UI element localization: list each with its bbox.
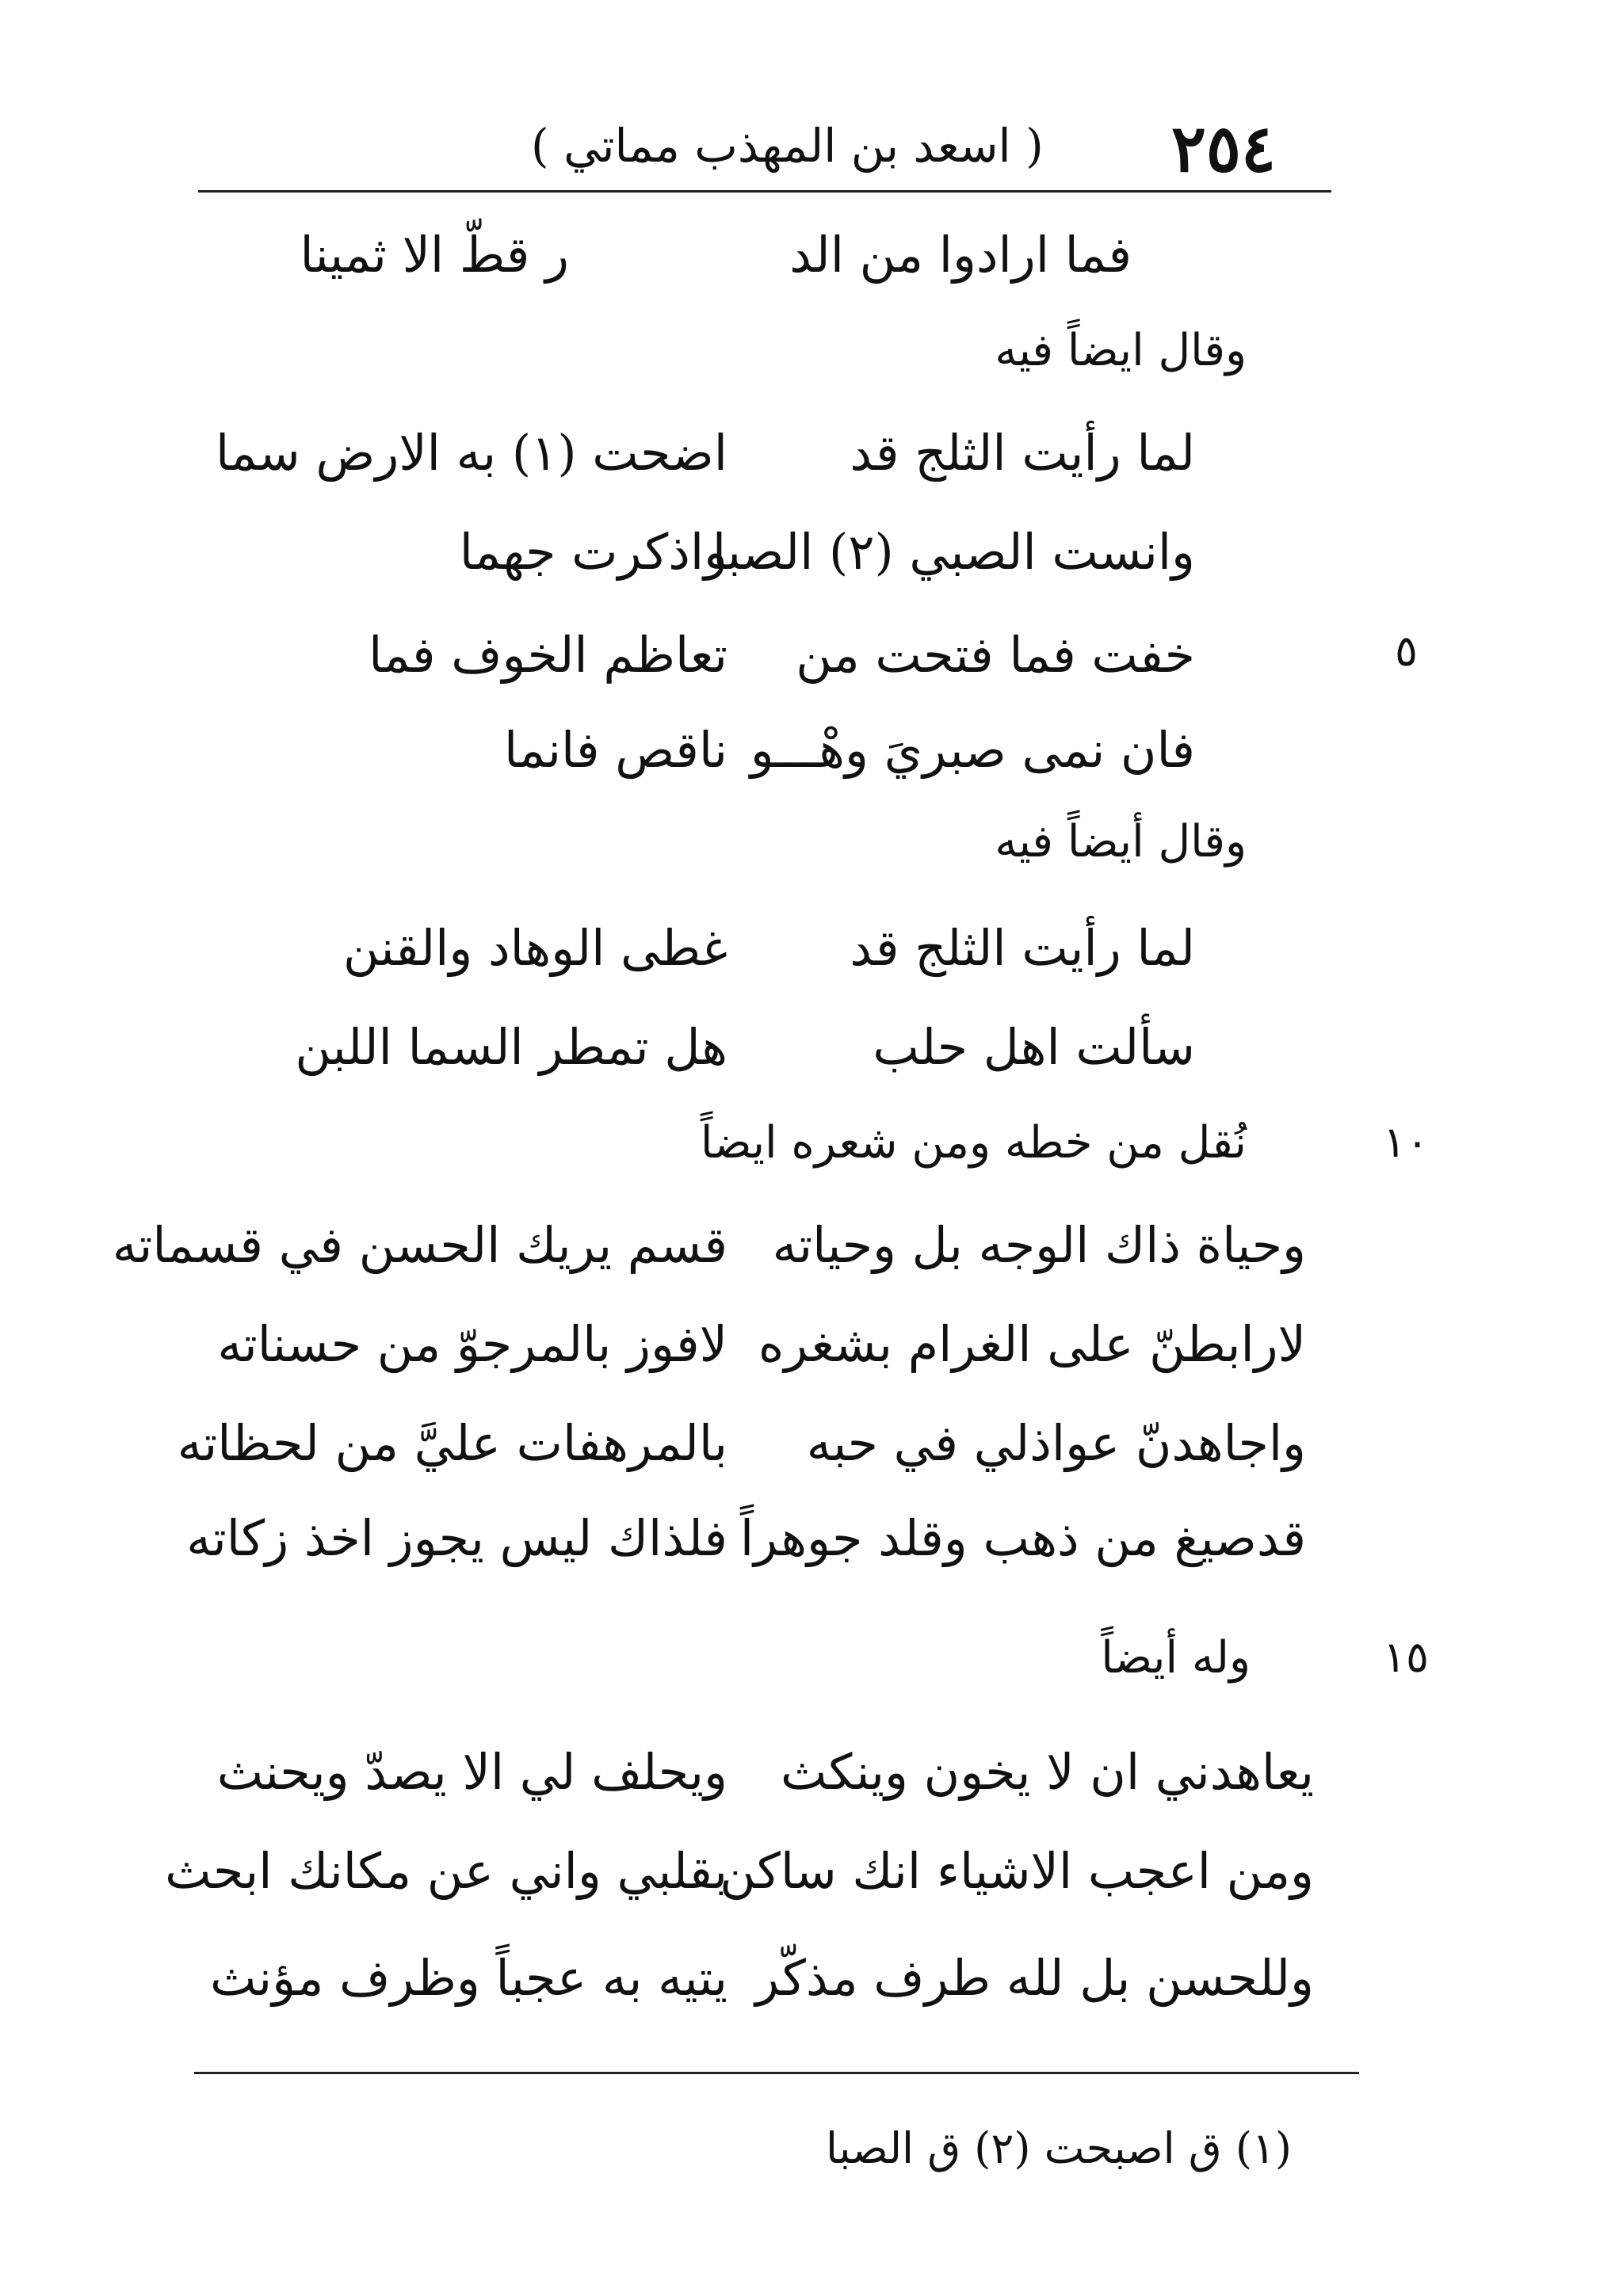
verse-16-second-hemistich: ويحلف لي الا يصدّ ويحنث	[216, 1743, 727, 1801]
line-marker-15: ١٥	[1383, 1632, 1430, 1682]
verse-16-first-hemistich: يعاهدني ان لا يخون وينكث	[780, 1743, 1314, 1801]
section-heading: نُقل من خطه ومن شعره ايضاً	[700, 1117, 1247, 1169]
verse-12-second-hemistich: لافوز بالمرجوّ من حسناته	[217, 1315, 727, 1373]
line-marker-10: ١٠	[1383, 1117, 1430, 1167]
verse-3-second-hemistich: اضحت (١) به الارض سما	[216, 424, 727, 482]
verse-4-first-hemistich: وانست الصبي (٢) الصبا	[712, 523, 1195, 581]
line-marker-5: ٥	[1395, 626, 1419, 676]
verse-3-first-hemistich: لما رأيت الثلج قد	[850, 424, 1195, 482]
verse-9-first-hemistich: سألت اهل حلب	[873, 1018, 1195, 1076]
header-rule	[198, 190, 1331, 193]
running-head: ( اسعد بن المهذب مماتي )	[531, 119, 1044, 173]
verse-18-second-hemistich: يتيه به عجباً وظرف مؤنث	[210, 1949, 727, 2007]
verse-5-second-hemistich: تعاظم الخوف فما	[369, 626, 727, 684]
footnotes: (١) ق اصبحت (٢) ق الصبا	[826, 2123, 1292, 2173]
verse-14-second-hemistich: فلذاك ليس يجوز اخذ زكاته	[186, 1509, 727, 1567]
verse-8-first-hemistich: لما رأيت الثلج قد	[850, 919, 1195, 977]
verse-9-second-hemistich: هل تمطر السما اللبن	[295, 1018, 727, 1076]
verse-14-first-hemistich: قدصيغ من ذهب وقلد جوهراً	[739, 1509, 1306, 1567]
verse-18-first-hemistich: وللحسن بل لله طرف مذكّر	[755, 1949, 1314, 2007]
verse-11-first-hemistich: وحياة ذاك الوجه بل وحياته	[772, 1216, 1306, 1274]
verse-4-second-hemistich: واذكرت جهما	[459, 523, 727, 581]
verse-6-second-hemistich: ناقص فانما	[504, 721, 727, 779]
section-heading: وقال ايضاً فيه	[995, 325, 1247, 376]
verse-13-second-hemistich: بالمرهفات عليَّ من لحظاته	[177, 1414, 727, 1472]
footnote-rule	[194, 2072, 1359, 2074]
verse-13-first-hemistich: واجاهدنّ عواذلي في حبه	[806, 1414, 1306, 1472]
verse-8-second-hemistich: غطى الوهاد والقنن	[342, 919, 727, 977]
section-heading: وله أيضاً	[1101, 1632, 1251, 1684]
verse-17-first-hemistich: ومن اعجب الاشياء انك ساكن	[720, 1842, 1314, 1900]
page-number: ٢٥٤	[1170, 111, 1276, 187]
page-header	[198, 111, 1323, 198]
verse-12-first-hemistich: لارابطنّ على الغرام بشغره	[758, 1315, 1306, 1373]
verse-1-first-hemistich: فما ارادوا من الد	[789, 226, 1132, 284]
verse-17-second-hemistich: بقلبي واني عن مكانك ابحث	[165, 1842, 727, 1900]
verse-1-second-hemistich: ر قطّ الا ثمينا	[300, 226, 569, 284]
verse-11-second-hemistich: قسم يريك الحسن في قسماته	[112, 1216, 727, 1274]
verse-5-first-hemistich: خفت فما فتحت من	[796, 626, 1195, 684]
section-heading: وقال أيضاً فيه	[995, 816, 1247, 868]
verse-6-first-hemistich: فان نمى صبريَ وهْـــو	[750, 721, 1195, 779]
